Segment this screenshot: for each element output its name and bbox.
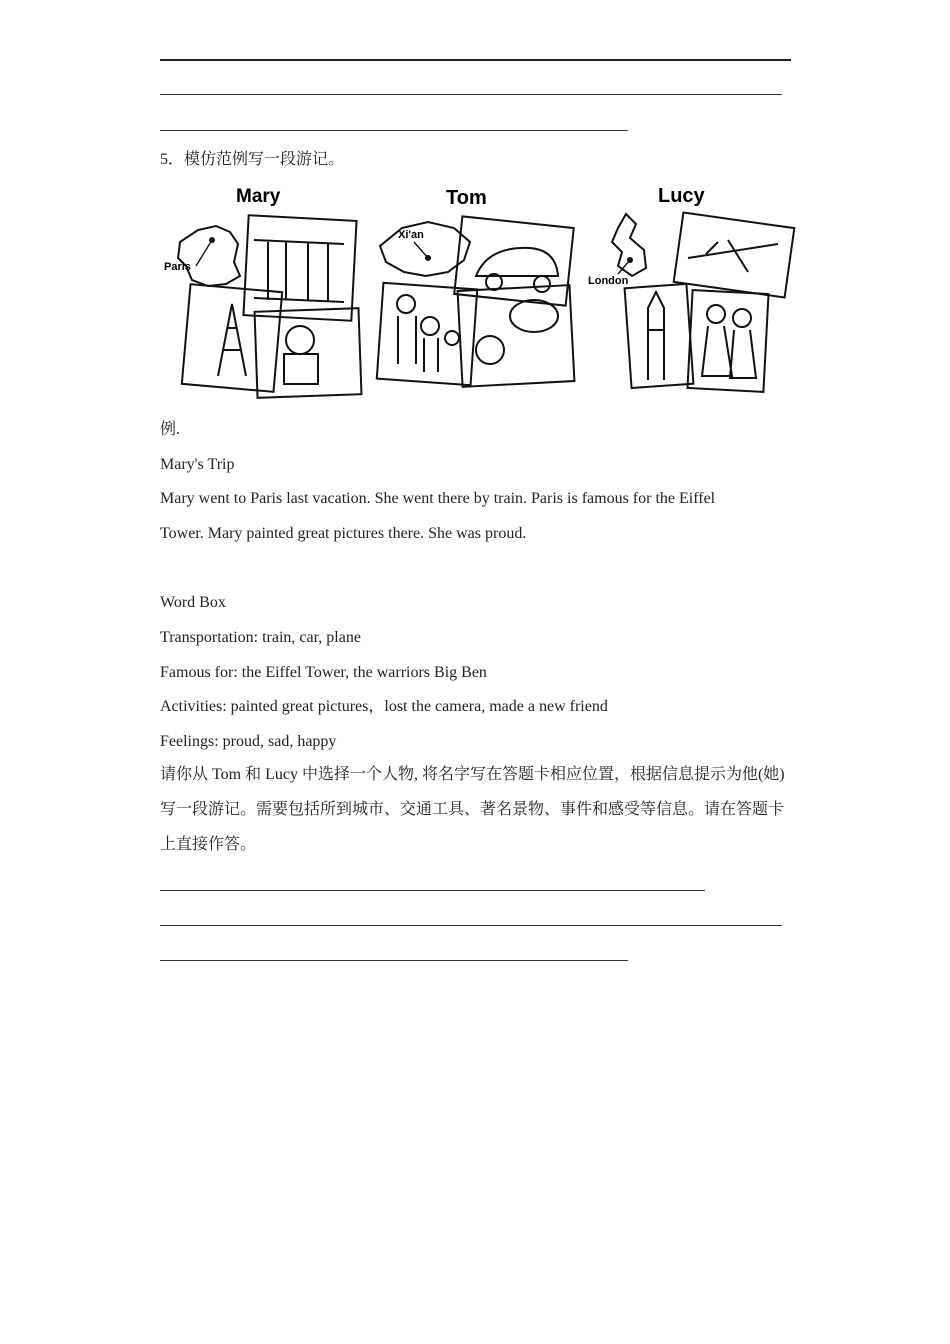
question-instruction: 5．模仿范例写一段游记。 (160, 151, 345, 168)
word-box-row-transportation: Transportation: train, car, plane (160, 629, 361, 646)
train-photo (243, 215, 356, 321)
plane-photo (674, 213, 795, 298)
name-mary: Mary (236, 186, 281, 207)
answer-line[interactable] (160, 890, 705, 891)
task-prompt: 请你从 Tom 和 Lucy 中选择一个人物, 将名字写在答题卡相应位置，根据信息提示为他(她)写一段游记。需要包括所到城市、交通工具、著名景物、事件和感受等信息。请在答题卡上直接作答。 (160, 766, 785, 853)
france-map (178, 226, 240, 286)
example-body: Mary went to Paris last vacation. She went there by train. Paris is famous for the Eiffel Tower. Mary painted great pictures there. She was proud. (160, 490, 716, 542)
answer-line (160, 94, 782, 95)
uk-map (612, 214, 646, 276)
example-label: 例. (160, 421, 181, 438)
answer-line (160, 130, 628, 131)
answer-line (160, 59, 791, 61)
map-label-london: London (588, 275, 629, 287)
answer-line[interactable] (160, 960, 628, 961)
map-label-paris: Paris (164, 261, 191, 273)
word-box-row-activities: Activities: painted great pictures，lost the camera, made a new friend (160, 698, 608, 715)
travel-illustration (158, 180, 804, 402)
example-title: Mary's Trip (160, 456, 235, 473)
name-lucy: Lucy (658, 185, 705, 207)
eiffel-photo (182, 284, 282, 392)
answer-line[interactable] (160, 925, 782, 926)
map-label-xian: Xi'an (398, 229, 424, 241)
word-box-row-feelings: Feelings: proud, sad, happy (160, 733, 337, 750)
word-box-row-famous: Famous for: the Eiffel Tower, the warriors Big Ben (160, 664, 487, 681)
name-tom: Tom (446, 187, 487, 209)
word-box-title: Word Box (160, 594, 226, 611)
car-photo (454, 216, 574, 305)
